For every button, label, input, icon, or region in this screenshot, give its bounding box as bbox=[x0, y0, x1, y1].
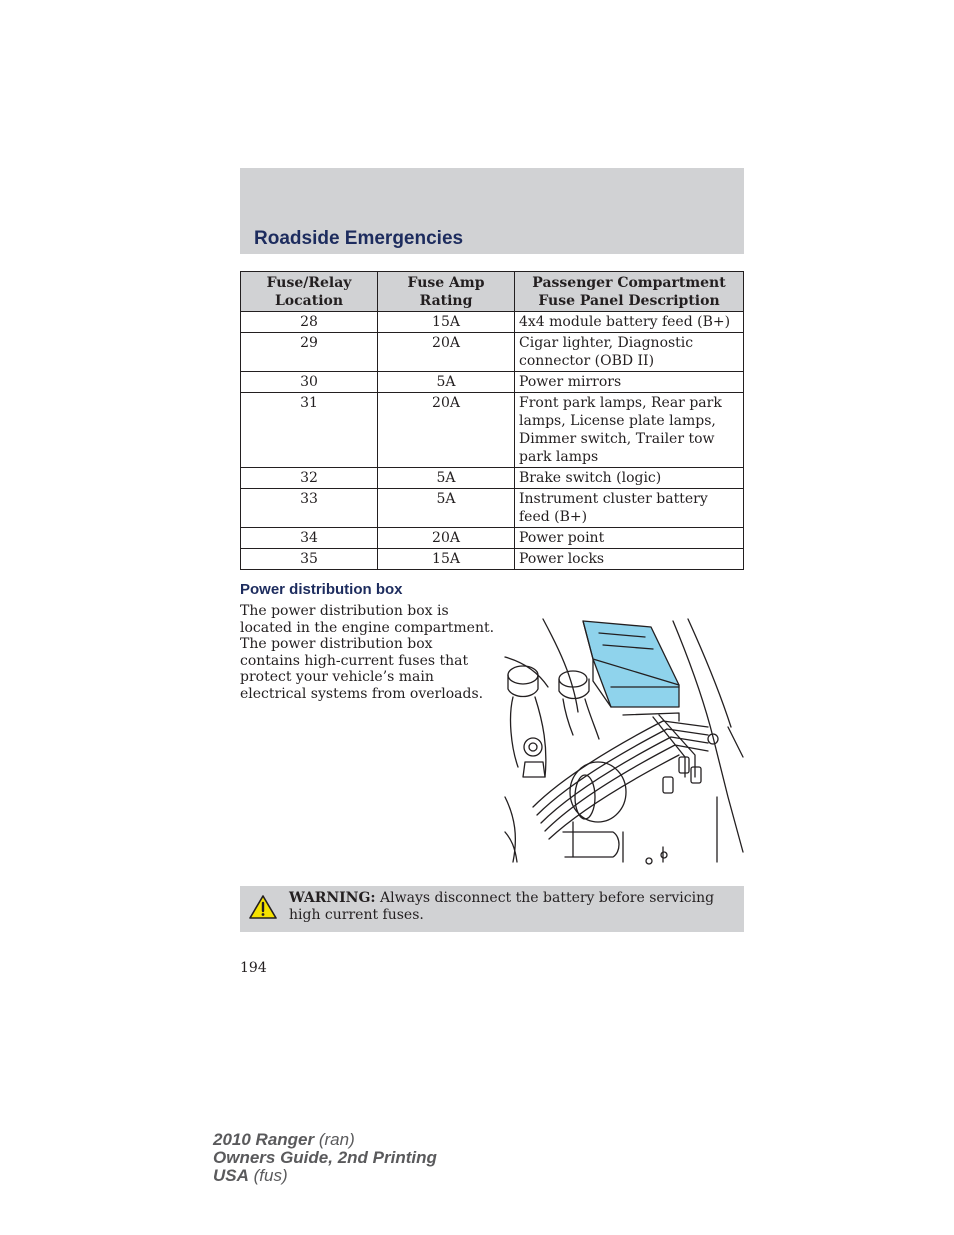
cell-location: 35 bbox=[241, 549, 378, 570]
column-header-rating: Fuse Amp Rating bbox=[378, 272, 515, 312]
cell-rating: 20A bbox=[378, 528, 515, 549]
cell-rating: 5A bbox=[378, 372, 515, 393]
cell-location: 30 bbox=[241, 372, 378, 393]
cell-location: 32 bbox=[241, 468, 378, 489]
section-header-band bbox=[240, 168, 744, 254]
warning-box bbox=[240, 886, 744, 932]
cell-location: 29 bbox=[241, 333, 378, 372]
subsection-body-text: The power distribution box is located in the engine compartment. The power distribution box contains high-current fuses that protect your vehicle’s main electrical systems from overloads. bbox=[240, 603, 495, 702]
cell-location: 31 bbox=[241, 393, 378, 468]
table-row bbox=[241, 333, 744, 372]
section-title: Roadside Emergencies bbox=[254, 228, 464, 249]
cell-rating: 15A bbox=[378, 549, 515, 570]
table-row bbox=[241, 528, 744, 549]
footer-line-1 bbox=[213, 1131, 437, 1149]
column-header-location: Fuse/Relay Location bbox=[241, 272, 378, 312]
fuse-table bbox=[240, 271, 744, 570]
footer-line-3 bbox=[213, 1167, 437, 1185]
warning-text bbox=[289, 890, 737, 923]
cell-description: Power locks bbox=[515, 549, 744, 570]
engine-compartment-illustration bbox=[503, 617, 745, 869]
cell-location: 33 bbox=[241, 489, 378, 528]
cell-description: Front park lamps, Rear park lamps, License plate lamps, Dimmer switch, Trailer tow park lamps bbox=[515, 393, 744, 468]
cell-description: Power mirrors bbox=[515, 372, 744, 393]
table-row bbox=[241, 312, 744, 333]
cell-rating: 5A bbox=[378, 489, 515, 528]
subsection-heading: Power distribution box bbox=[240, 581, 403, 598]
table-row bbox=[241, 549, 744, 570]
warning-triangle-icon bbox=[248, 894, 278, 920]
footer-market-code: (fus) bbox=[253, 1166, 288, 1185]
footer-model: 2010 Ranger bbox=[213, 1130, 315, 1149]
cell-rating: 15A bbox=[378, 312, 515, 333]
table-header-row bbox=[241, 272, 744, 312]
cell-rating: 20A bbox=[378, 333, 515, 372]
cell-rating: 5A bbox=[378, 468, 515, 489]
cell-rating: 20A bbox=[378, 393, 515, 468]
footer-guide-name: Owners Guide, 2nd Printing bbox=[213, 1148, 437, 1167]
footer-model-code: (ran) bbox=[318, 1130, 355, 1149]
cell-description: Brake switch (logic) bbox=[515, 468, 744, 489]
column-header-description: Passenger Compartment Fuse Panel Description bbox=[515, 272, 744, 312]
cell-description: Instrument cluster battery feed (B+) bbox=[515, 489, 744, 528]
page-number: 194 bbox=[240, 960, 267, 976]
cell-description: Power point bbox=[515, 528, 744, 549]
warning-message: Always disconnect the battery before servicing high current fuses. bbox=[289, 890, 715, 923]
footer-line-2 bbox=[213, 1149, 437, 1167]
table-row bbox=[241, 468, 744, 489]
cell-location: 28 bbox=[241, 312, 378, 333]
table-row bbox=[241, 372, 744, 393]
table-row bbox=[241, 393, 744, 468]
footer-market: USA bbox=[213, 1166, 249, 1185]
cell-description: Cigar lighter, Diagnostic connector (OBD II) bbox=[515, 333, 744, 372]
table-row bbox=[241, 489, 744, 528]
cell-location: 34 bbox=[241, 528, 378, 549]
cell-description: 4x4 module battery feed (B+) bbox=[515, 312, 744, 333]
footer bbox=[213, 1131, 437, 1185]
warning-label: WARNING: bbox=[289, 890, 376, 906]
